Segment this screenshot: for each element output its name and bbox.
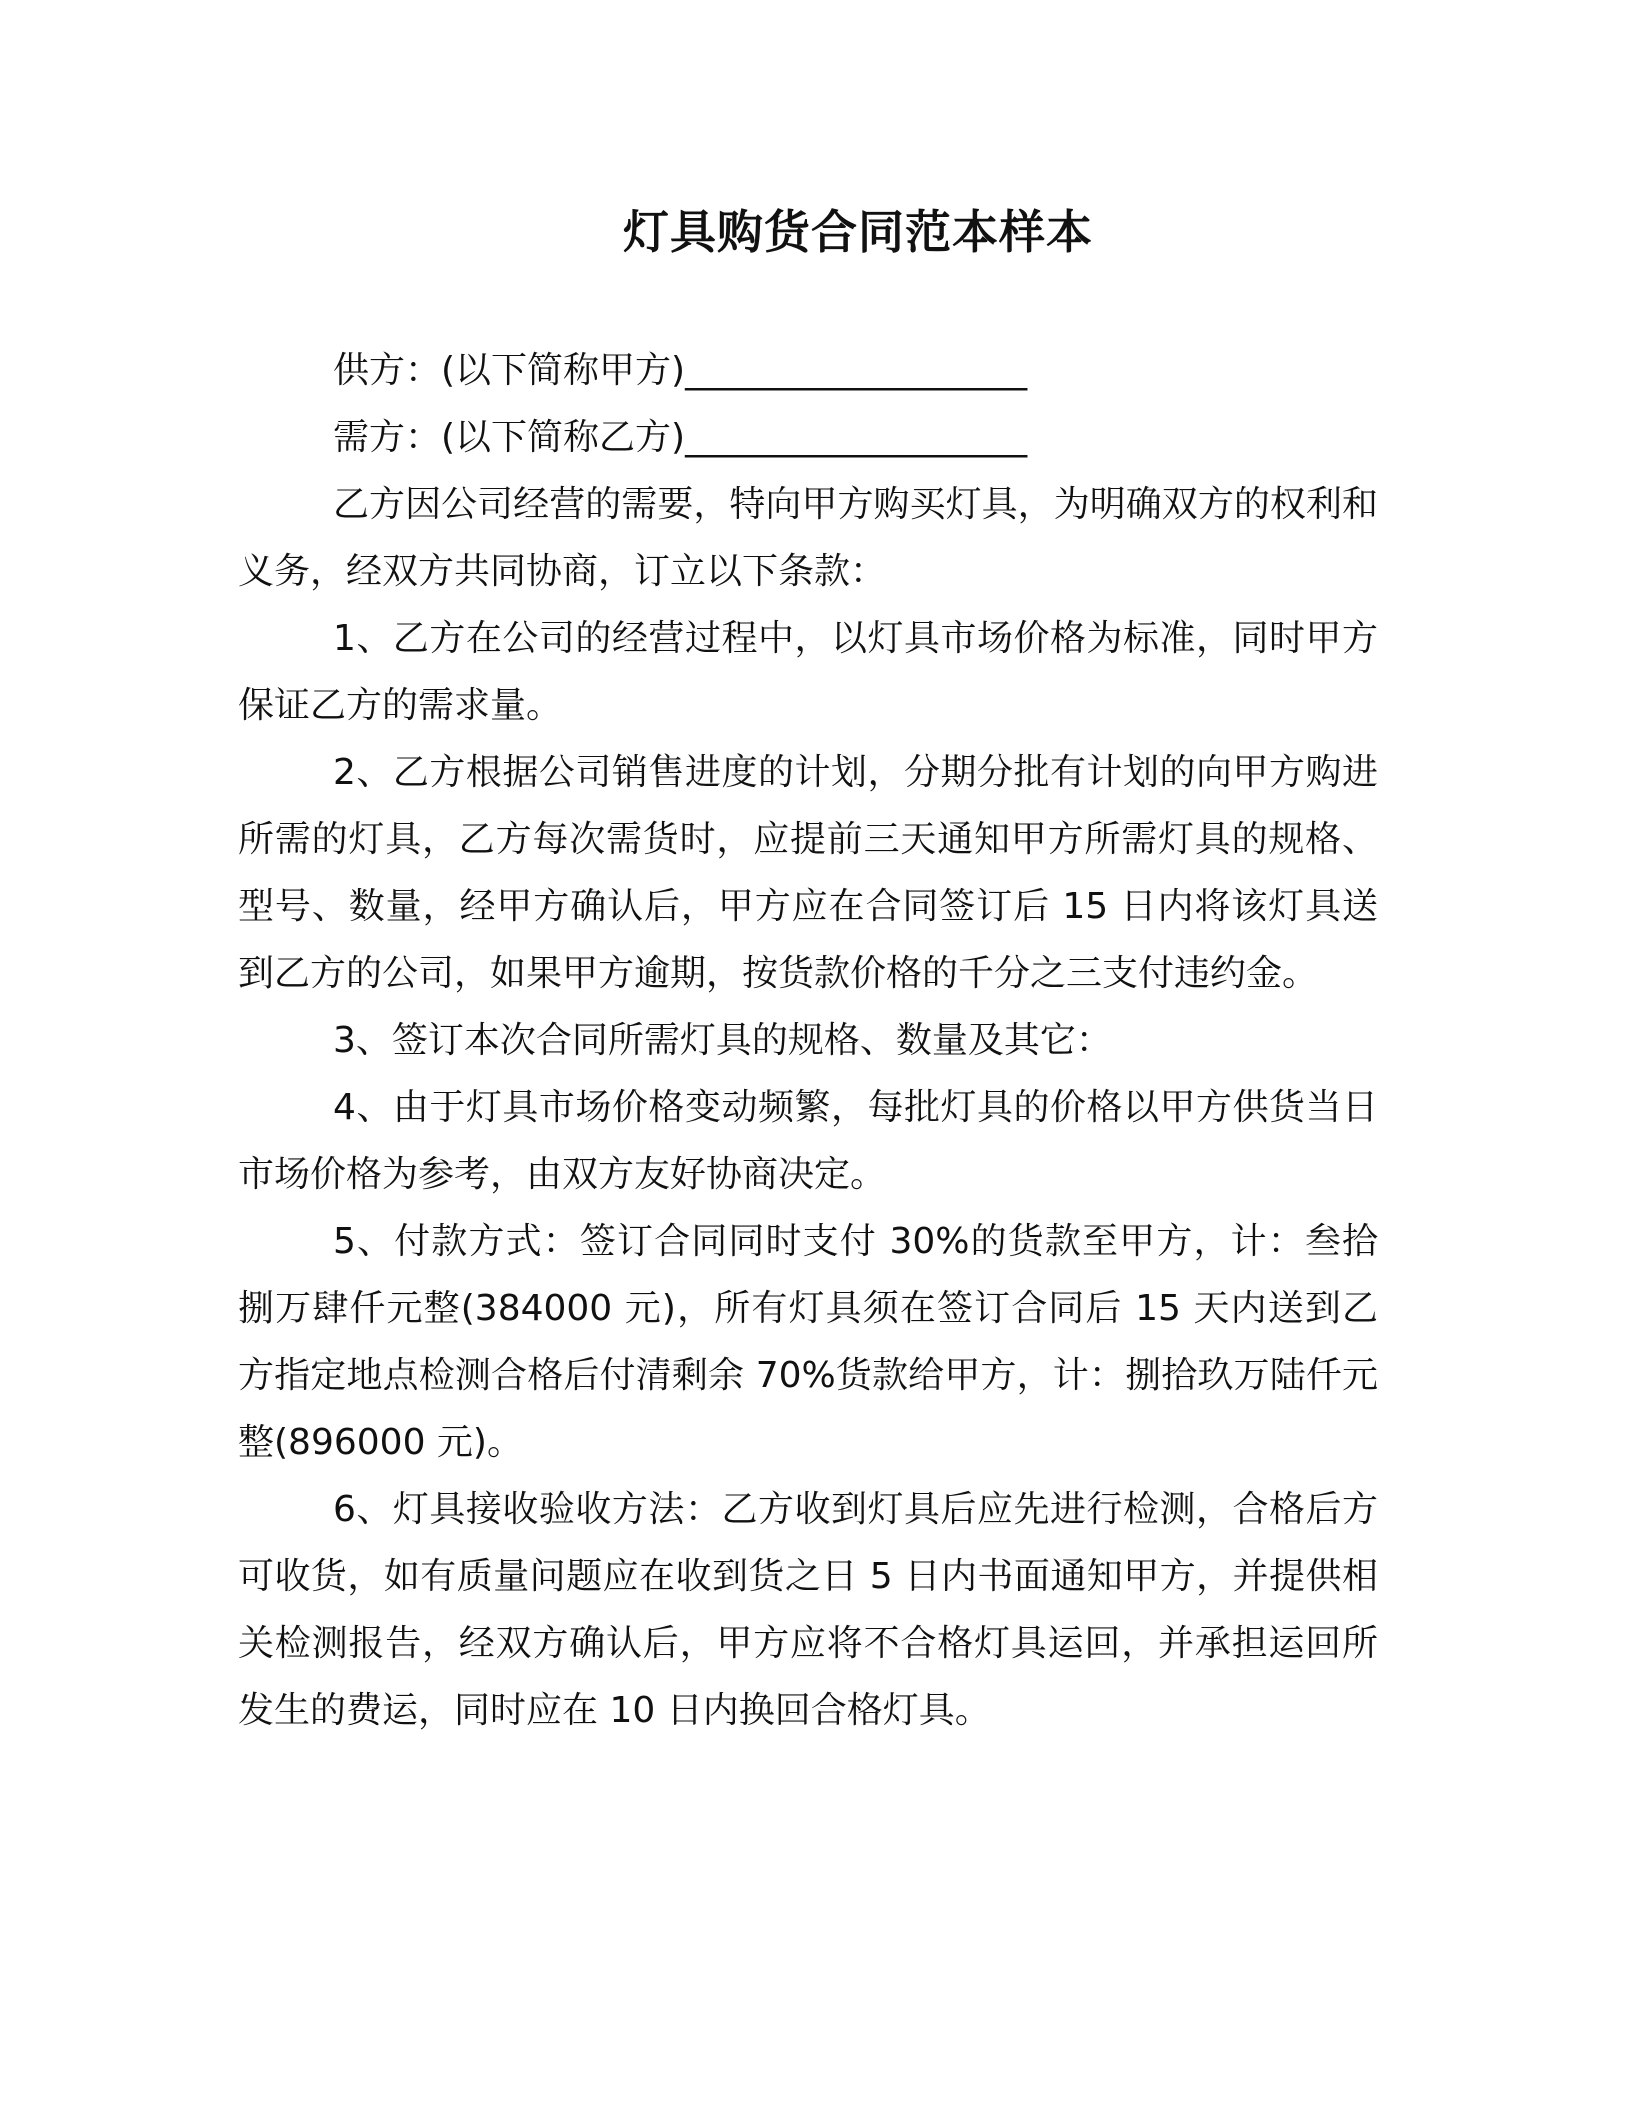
clause-5: 5、付款方式：签订合同同时支付 30%的货款至甲方，计：叁拾捌万肆仟元整(384000 元)，所有灯具须在签订合同后 15 天内送到乙方指定地点检测合格后付清剩余 70%货款给甲方，计：捌拾玖万陆仟元整(896000 元)。 [238, 1221, 1378, 1463]
document-title: 灯具购货合同范本样本 [623, 205, 1093, 259]
supplier-line: 供方：(以下简称甲方)___________________ [333, 350, 1028, 391]
clause-2: 2、乙方根据公司销售进度的计划，分期分批有计划的向甲方购进所需的灯具，乙方每次需货时，应提前三天通知甲方所需灯具的规格、型号、数量，经甲方确认后，甲方应在合同签订后 15 日内将该灯具送到乙方的公司，如果甲方逾期，按货款价格的千分之三支付违约金。 [238, 752, 1378, 994]
intro-paragraph: 乙方因公司经营的需要，特向甲方购买灯具，为明确双方的权利和义务，经双方共同协商，订立以下条款： [238, 484, 1378, 592]
buyer-line: 需方：(以下简称乙方)___________________ [333, 417, 1028, 458]
clause-6: 6、灯具接收验收方法：乙方收到灯具后应先进行检测，合格后方可收货，如有质量问题应在收到货之日 5 日内书面通知甲方，并提供相关检测报告，经双方确认后，甲方应将不合格灯具运回，并承担运回所发生的费运，同时应在 10 日内换回合格灯具。 [238, 1489, 1378, 1731]
clause-3: 3、签订本次合同所需灯具的规格、数量及其它： [333, 1020, 1112, 1061]
clause-4: 4、由于灯具市场价格变动频繁，每批灯具的价格以甲方供货当日市场价格为参考，由双方友好协商决定。 [238, 1087, 1378, 1195]
document-body [238, 337, 1378, 1744]
clause-1: 1、乙方在公司的经营过程中，以灯具市场价格为标准，同时甲方保证乙方的需求量。 [238, 618, 1378, 726]
